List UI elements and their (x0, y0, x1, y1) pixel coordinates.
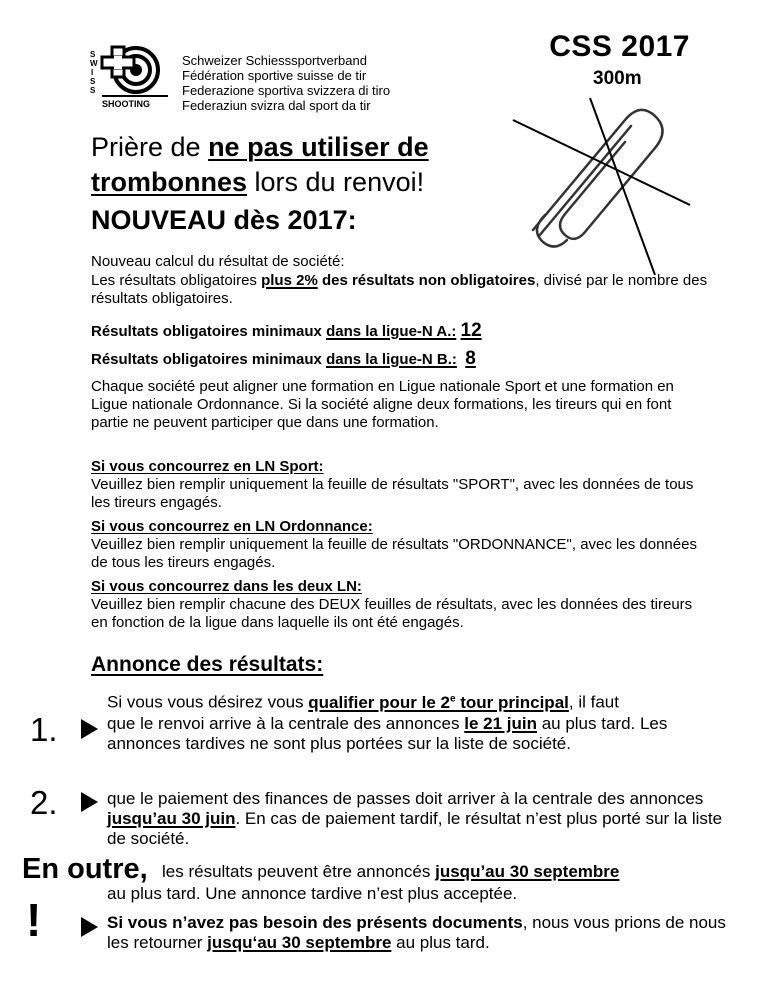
min-a-label: Résultats obligatoires minimaux (91, 323, 327, 340)
sport-text: Veuillez bien remplir uniquement la feuille de résultats "SPORT", avec les données de tous les tireurs engagés. (91, 476, 694, 511)
item-1-number: 1. (30, 711, 58, 748)
intro-sup: e (449, 693, 456, 704)
item2-part-b: . En cas de paiement tardif, le résultat n’est plus porté sur la liste de société. (107, 809, 723, 848)
intro-tour: tour principal (455, 692, 569, 712)
federation-name-de: Schweizer Schiesssportverband (182, 53, 367, 68)
sport-block (91, 458, 711, 512)
new-section-heading: NOUVEAU dès 2017: (91, 205, 357, 235)
document-subtitle: 300m (593, 68, 642, 89)
outre-date: jusqu’au 30 septembre (435, 862, 620, 881)
crossed-paperclip-icon (505, 90, 695, 275)
min-a-value: 12 (460, 320, 482, 341)
logo-letter: S (90, 77, 96, 86)
annonce-intro (107, 689, 619, 713)
item1-date: le 21 juin (464, 714, 537, 733)
arrow-right-icon (81, 792, 98, 812)
logo-letter: S (90, 86, 96, 95)
logo-letter: W (90, 59, 98, 68)
both-heading: Si vous concourrez dans les deux LN: (91, 578, 362, 595)
federation-name-rm: Federaziun svizra dal sport da tir (182, 98, 371, 113)
outre-part-a: les résultats peuvent être annoncés (162, 862, 436, 881)
min-a-league: dans la ligue-N A.: (326, 323, 457, 340)
return-bold: Si vous n’avez pas besoin des présents documents (107, 913, 523, 932)
outre-line-2: au plus tard. Une annonce tardive n’est plus acceptée. (107, 884, 518, 903)
warning-prefix: Prière de (91, 132, 209, 162)
return-part-a: , nous vous prions de nous les retourner (107, 913, 726, 952)
min-results-a (91, 321, 482, 342)
en-outre-label: En outre, (22, 853, 148, 885)
min-results-b (91, 349, 476, 370)
target-cross-icon (88, 42, 168, 112)
swiss-shooting-logo (88, 42, 168, 112)
return-date: jusqu‘au 30 septembre (207, 933, 392, 952)
item1-part-b: au plus tard. Les annonces tardives ne sont plus portées sur la liste de société. (107, 714, 668, 753)
return-text (107, 913, 732, 953)
calc-part2: des résultats non obligatoires (317, 272, 536, 289)
intro-qualify: qualifier pour le 2 (308, 692, 450, 712)
ordonnance-text: Veuillez bien remplir uniquement la feuille de résultats "ORDONNANCE", avec les données de tous les tireurs engagés. (91, 536, 697, 571)
min-b-label: Résultats obligatoires minimaux (91, 351, 327, 368)
item-1-text (107, 714, 727, 754)
outre-line-1 (162, 862, 619, 882)
both-text: Veuillez bien remplir chacune des DEUX feuilles de résultats, avec les données des tireurs en fonction de la ligue dans laquelle ils ont été engagés. (91, 596, 693, 631)
ordonnance-block (91, 518, 711, 572)
intro-part1: Si vous vous désirez vous (107, 692, 309, 712)
logo-word: SHOOTING (102, 99, 151, 109)
document-title: CSS 2017 (549, 30, 690, 63)
arrow-right-icon (81, 719, 98, 739)
sport-heading: Si vous concourrez en LN Sport: (91, 458, 324, 475)
item2-part-a: que le paiement des finances de passes doit arriver à la centrale des annonces (107, 789, 704, 808)
calc-description (91, 272, 711, 308)
warning-emphasis-2: trombonnes (91, 167, 248, 197)
logo-letter: I (91, 68, 94, 77)
item2-date: jusqu’au 30 juin (107, 809, 236, 828)
both-block (91, 578, 711, 632)
calc-part3: , divisé par le nombre des résultats obligatoires. (91, 272, 708, 307)
return-part-b: au plus tard. (391, 933, 490, 952)
ordonnance-heading: Si vous concourrez en LN Ordonnance: (91, 518, 373, 535)
intro-part2: , il faut (568, 692, 619, 712)
arrow-right-icon (81, 917, 98, 937)
annonce-heading: Annonce des résultats: (91, 653, 324, 676)
exclamation-mark: ! (26, 894, 42, 946)
formation-text: Chaque société peut aligner une formation en Ligue nationale Sport et une formation en Ligue nationale Ordonnance. Si la société aligne deux formations, les tireurs qui en font partie ne peuvent participer que dans une formation. (91, 378, 674, 431)
logo-letter: S (90, 50, 96, 59)
calc-title: Nouveau calcul du résultat de société: (91, 253, 345, 270)
item1-part-a: que le renvoi arrive à la centrale des annonces (107, 714, 465, 733)
calc-plus: plus 2% (261, 272, 318, 289)
warning-suffix: lors du renvoi! (247, 167, 425, 197)
warning-emphasis-1: ne pas utiliser de (208, 132, 429, 162)
paperclip-warning (91, 130, 429, 200)
federation-name-it: Federazione sportiva svizzera di tiro (182, 83, 391, 98)
federation-name-fr: Fédération sportive suisse de tir (182, 68, 367, 83)
min-b-value: 8 (465, 348, 476, 369)
item-2-text (107, 789, 727, 849)
calc-part1: Les résultats obligatoires (91, 272, 262, 289)
min-b-league: dans la ligue-N B.: (326, 351, 457, 368)
item-2-number: 2. (30, 784, 58, 821)
